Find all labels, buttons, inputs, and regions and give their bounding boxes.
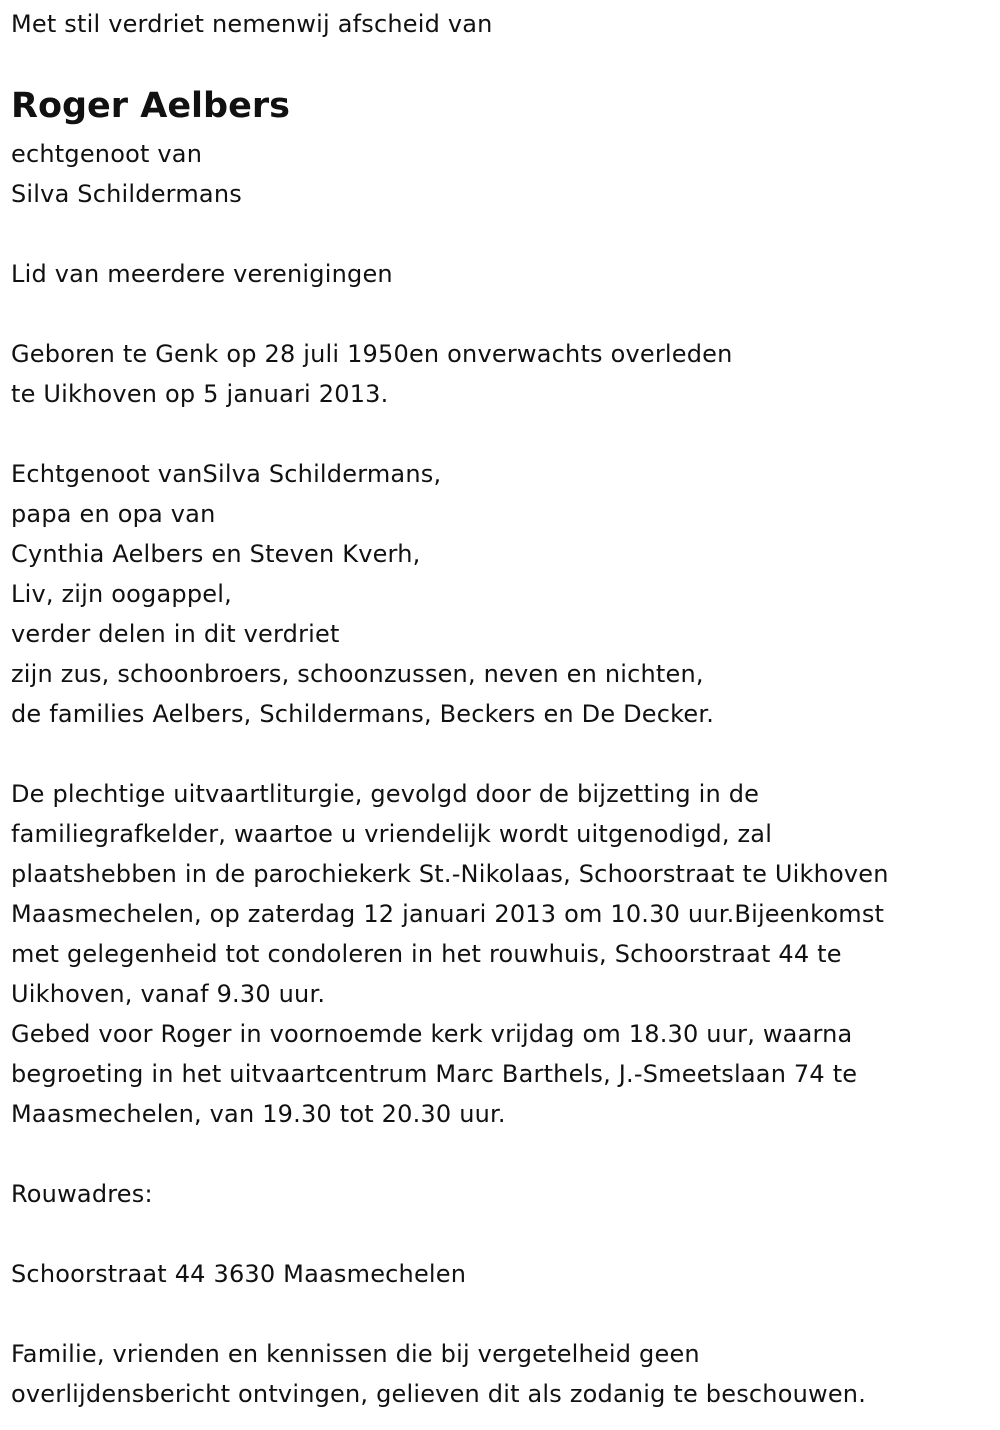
ceremony-line: Maasmechelen, op zaterdag 12 januari 2013 om 10.30 uur.Bijeenkomst [11, 900, 885, 928]
ceremony-line: begroeting in het uitvaartcentrum Marc Barthels, J.-Smeetslaan 74 te [11, 1060, 858, 1088]
spouse-label: echtgenoot van [11, 140, 203, 168]
ceremony-line: plaatshebben in de parochiekerk St.-Nikolaas, Schoorstraat te Uikhoven [11, 860, 889, 888]
family-line: zijn zus, schoonbroers, schoonzussen, neven en nichten, [11, 660, 704, 688]
membership-text: Lid van meerdere verenigingen [11, 260, 393, 288]
address-text: Schoorstraat 44 3630 Maasmechelen [11, 1260, 467, 1288]
ceremony-line: Gebed voor Roger in voornoemde kerk vrijdag om 18.30 uur, waarna [11, 1020, 853, 1048]
spouse-name: Silva Schildermans [11, 180, 242, 208]
family-line: Liv, zijn oogappel, [11, 580, 232, 608]
ceremony-line: familiegrafkelder, waartoe u vriendelijk wordt uitgenodigd, zal [11, 820, 773, 848]
ceremony-line: De plechtige uitvaartliturgie, gevolgd door de bijzetting in de [11, 780, 760, 808]
ceremony-line: met gelegenheid tot condoleren in het rouwhuis, Schoorstraat 44 te [11, 940, 842, 968]
deceased-name: Roger Aelbers [11, 86, 290, 126]
closing-line: Familie, vrienden en kennissen die bij vergetelheid geen [11, 1340, 700, 1368]
closing-line: overlijdensbericht ontvingen, gelieven dit als zodanig te beschouwen. [11, 1380, 867, 1408]
family-line: de families Aelbers, Schildermans, Beckers en De Decker. [11, 700, 715, 728]
birth-death-line: te Uikhoven op 5 januari 2013. [11, 380, 389, 408]
family-line: verder delen in dit verdriet [11, 620, 340, 648]
family-line: Echtgenoot vanSilva Schildermans, [11, 460, 442, 488]
address-label: Rouwadres: [11, 1180, 153, 1208]
ceremony-line: Uikhoven, vanaf 9.30 uur. [11, 980, 326, 1008]
ceremony-line: Maasmechelen, van 19.30 tot 20.30 uur. [11, 1100, 506, 1128]
intro-text: Met stil verdriet nemenwij afscheid van [11, 10, 493, 38]
birth-death-line: Geboren te Genk op 28 juli 1950en onverwachts overleden [11, 340, 733, 368]
family-line: Cynthia Aelbers en Steven Kverh, [11, 540, 421, 568]
family-line: papa en opa van [11, 500, 216, 528]
